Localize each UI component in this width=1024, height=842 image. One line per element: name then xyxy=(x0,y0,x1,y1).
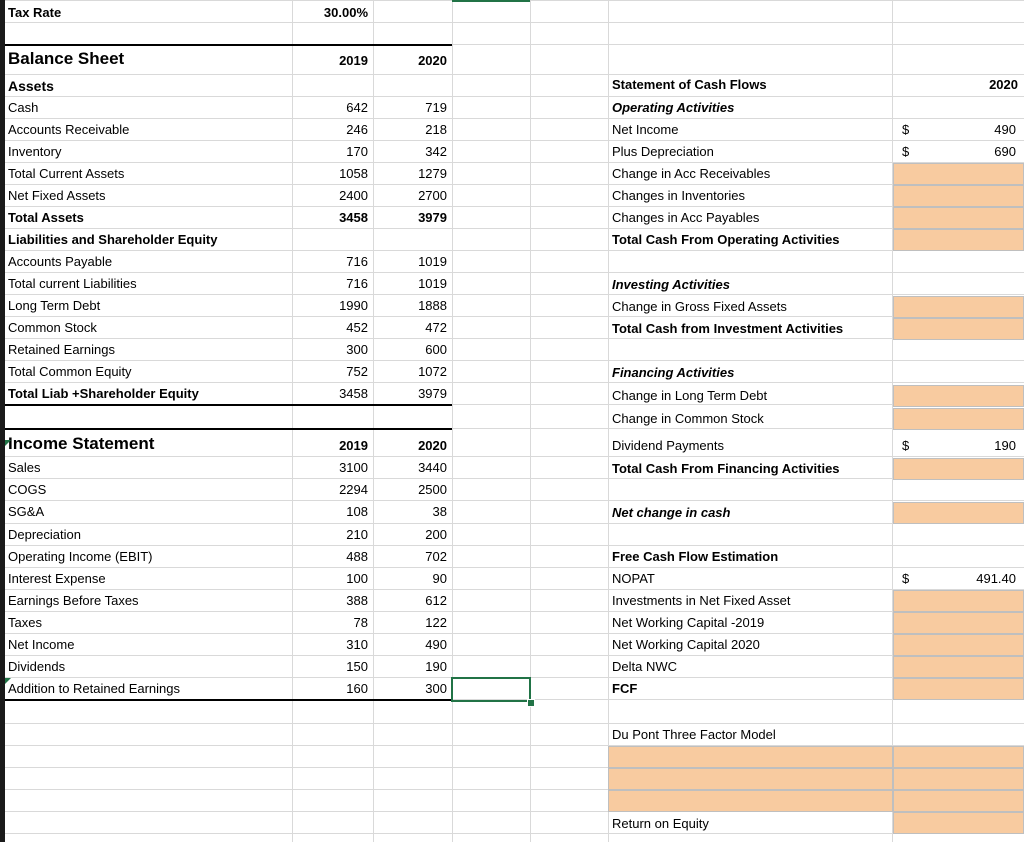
cf-change-cs-label: Change in Common Stock xyxy=(612,411,764,426)
is-row-2019[interactable]: 160 xyxy=(346,681,368,696)
fcf-nopat-label: NOPAT xyxy=(612,571,655,586)
dupont-factor-1-value[interactable] xyxy=(893,746,1024,768)
cf-change-ap-label: Changes in Acc Payables xyxy=(612,210,760,225)
bs-row-label: Total Liab +Shareholder Equity xyxy=(8,386,199,401)
dupont-factor-2-input[interactable] xyxy=(608,768,893,790)
is-row-2020[interactable]: 490 xyxy=(425,637,447,652)
cf-total-investment-input[interactable] xyxy=(893,318,1024,340)
cf-depreciation-currency: $ xyxy=(902,144,910,159)
selection-top-indicator xyxy=(452,0,530,2)
is-row-2020[interactable]: 3440 xyxy=(418,460,447,475)
fcf-input[interactable] xyxy=(893,678,1024,700)
bs-section-label: Liabilities and Shareholder Equity xyxy=(8,232,218,247)
active-cell-selection[interactable] xyxy=(451,677,531,702)
is-year-2019: 2019 xyxy=(339,438,368,453)
cf-change-inventory-input[interactable] xyxy=(893,185,1024,207)
bs-row-2020[interactable]: 2700 xyxy=(418,188,447,203)
bs-row-label: Common Stock xyxy=(8,320,97,335)
bs-row-label: Total Common Equity xyxy=(8,364,132,379)
balance-sheet-bottom-border xyxy=(5,404,452,406)
is-row-2019[interactable]: 210 xyxy=(346,527,368,542)
bs-row-2019[interactable]: 752 xyxy=(346,364,368,379)
return-on-equity-label: Return on Equity xyxy=(612,816,709,831)
is-row-2019[interactable]: 388 xyxy=(346,593,368,608)
bs-row-2019[interactable]: 170 xyxy=(346,144,368,159)
cf-net-income-currency: $ xyxy=(902,122,910,137)
is-row-2020[interactable]: 90 xyxy=(432,571,447,586)
is-row-label: Dividends xyxy=(8,659,66,674)
comment-indicator xyxy=(5,440,11,446)
bs-row-2020[interactable]: 1888 xyxy=(418,298,447,313)
return-on-equity-input[interactable] xyxy=(893,812,1024,834)
bs-row-2020[interactable]: 719 xyxy=(425,100,447,115)
balance-sheet-top-border xyxy=(5,44,452,46)
bs-row-label: Inventory xyxy=(8,144,62,159)
is-row-label: Net Income xyxy=(8,637,75,652)
cf-net-income-label: Net Income xyxy=(612,122,679,137)
bs-row-2020[interactable]: 3979 xyxy=(418,386,447,401)
is-row-2020[interactable]: 702 xyxy=(425,549,447,564)
dupont-factor-3-value[interactable] xyxy=(893,790,1024,812)
cf-dividend-currency: $ xyxy=(902,438,910,453)
cf-total-operating-label: Total Cash From Operating Activities xyxy=(612,232,840,247)
is-row-2020[interactable]: 612 xyxy=(425,593,447,608)
bs-row-label: Cash xyxy=(8,100,39,115)
is-row-2020[interactable]: 200 xyxy=(425,527,447,542)
bs-year-2020: 2020 xyxy=(418,53,447,68)
is-row-label: Addition to Retained Earnings xyxy=(8,681,181,696)
dupont-factor-1-input[interactable] xyxy=(608,746,893,768)
fcf-nopat-value[interactable]: 491.40 xyxy=(976,571,1016,586)
fcf-delta-nwc-input[interactable] xyxy=(893,656,1024,678)
is-row-2019[interactable]: 488 xyxy=(346,549,368,564)
cf-total-investment-label: Total Cash from Investment Activities xyxy=(612,321,844,336)
bs-row-2020[interactable]: 1072 xyxy=(418,364,447,379)
is-row-2019[interactable]: 2294 xyxy=(339,482,368,497)
fcf-investments-nfa-input[interactable] xyxy=(893,590,1024,612)
dupont-factor-3-input[interactable] xyxy=(608,790,893,812)
bs-row-2020[interactable]: 218 xyxy=(425,122,447,137)
fcf-title: Free Cash Flow Estimation xyxy=(612,549,779,564)
bs-row-2019[interactable]: 3458 xyxy=(339,386,368,401)
bs-row-2019[interactable]: 716 xyxy=(346,254,368,269)
fcf-investments-nfa-label: Investments in Net Fixed Asset xyxy=(612,593,791,608)
bs-row-label: Net Fixed Assets xyxy=(8,188,106,203)
assets-label: Assets xyxy=(8,78,54,94)
fill-handle[interactable] xyxy=(527,699,535,707)
bs-row-2019[interactable]: 2400 xyxy=(339,188,368,203)
cf-change-gfa-label: Change in Gross Fixed Assets xyxy=(612,299,787,314)
is-row-2019[interactable]: 310 xyxy=(346,637,368,652)
is-row-label: Taxes xyxy=(8,615,42,630)
bs-row-label: Total current Liabilities xyxy=(8,276,137,291)
is-row-2020[interactable]: 122 xyxy=(425,615,447,630)
is-row-2019[interactable]: 108 xyxy=(346,504,368,519)
is-row-label: Interest Expense xyxy=(8,571,106,586)
cf-net-income-value[interactable]: 490 xyxy=(994,122,1016,137)
cash-flows-year: 2020 xyxy=(989,77,1018,92)
is-year-2020: 2020 xyxy=(418,438,447,453)
bs-row-2020[interactable]: 1019 xyxy=(418,254,447,269)
is-row-label: Depreciation xyxy=(8,527,81,542)
bs-row-2019[interactable]: 1058 xyxy=(339,166,368,181)
bs-row-2019[interactable]: 300 xyxy=(346,342,368,357)
is-row-2019[interactable]: 3100 xyxy=(339,460,368,475)
bs-row-2020[interactable]: 1279 xyxy=(418,166,447,181)
dupont-title: Du Pont Three Factor Model xyxy=(612,727,776,742)
income-statement-top-border xyxy=(5,428,452,430)
bs-row-2020[interactable]: 472 xyxy=(425,320,447,335)
investing-activities-label: Investing Activities xyxy=(612,277,730,292)
row-header-edge xyxy=(0,0,5,842)
net-change-in-cash-input[interactable] xyxy=(893,502,1024,524)
is-row-label: Operating Income (EBIT) xyxy=(8,549,153,564)
cf-depreciation-value[interactable]: 690 xyxy=(994,144,1016,159)
cf-change-inventory-label: Changes in Inventories xyxy=(612,188,745,203)
bs-row-2019[interactable]: 452 xyxy=(346,320,368,335)
bs-row-2020[interactable]: 342 xyxy=(425,144,447,159)
is-row-label: SG&A xyxy=(8,504,45,519)
is-row-2019[interactable]: 100 xyxy=(346,571,368,586)
is-row-2020[interactable]: 300 xyxy=(425,681,447,696)
cf-total-financing-input[interactable] xyxy=(893,458,1024,480)
bs-row-label: Retained Earnings xyxy=(8,342,115,357)
cf-change-ltd-label: Change in Long Term Debt xyxy=(612,388,768,403)
bs-row-2019[interactable]: 716 xyxy=(346,276,368,291)
cf-total-operating-input[interactable] xyxy=(893,229,1024,251)
bs-row-label: Long Term Debt xyxy=(8,298,101,313)
is-row-2020[interactable]: 2500 xyxy=(418,482,447,497)
cf-plus-depreciation-label: Plus Depreciation xyxy=(612,144,714,159)
operating-activities-label: Operating Activities xyxy=(612,100,735,115)
comment-indicator xyxy=(5,678,11,684)
bs-row-label: Total Assets xyxy=(8,210,84,225)
net-change-in-cash-label: Net change in cash xyxy=(612,505,731,520)
is-row-label: COGS xyxy=(8,482,47,497)
cf-total-financing-label: Total Cash From Financing Activities xyxy=(612,461,840,476)
cf-dividend-value[interactable]: 190 xyxy=(994,438,1016,453)
bs-row-label: Accounts Receivable xyxy=(8,122,130,137)
bs-row-2019[interactable]: 246 xyxy=(346,122,368,137)
is-row-2020[interactable]: 38 xyxy=(432,504,447,519)
cf-change-ap-input[interactable] xyxy=(893,207,1024,229)
fcf-delta-nwc-label: Delta NWC xyxy=(612,659,678,674)
bs-row-2019[interactable]: 1990 xyxy=(339,298,368,313)
bs-row-2019[interactable]: 642 xyxy=(346,100,368,115)
is-row-2019[interactable]: 78 xyxy=(353,615,368,630)
cf-change-ar-input[interactable] xyxy=(893,163,1024,185)
cf-change-cs-input[interactable] xyxy=(893,408,1024,430)
income-statement-bottom-border xyxy=(5,699,452,701)
fcf-nwc-2019-input[interactable] xyxy=(893,612,1024,634)
is-row-label: Earnings Before Taxes xyxy=(8,593,139,608)
bs-row-label: Accounts Payable xyxy=(8,254,113,269)
financing-activities-label: Financing Activities xyxy=(612,365,735,380)
fcf-nopat-currency: $ xyxy=(902,571,910,586)
cf-change-ltd-input[interactable] xyxy=(893,385,1024,407)
cf-change-ar-label: Change in Acc Receivables xyxy=(612,166,771,181)
cash-flows-title: Statement of Cash Flows xyxy=(612,77,767,92)
bs-row-2019[interactable]: 3458 xyxy=(339,210,368,225)
bs-year-2019: 2019 xyxy=(339,53,368,68)
fcf-label: FCF xyxy=(612,681,638,696)
dupont-factor-2-value[interactable] xyxy=(893,768,1024,790)
fcf-nwc-2019-label: Net Working Capital -2019 xyxy=(612,615,765,630)
fcf-nwc-2020-label: Net Working Capital 2020 xyxy=(612,637,760,652)
bs-row-2020[interactable]: 1019 xyxy=(418,276,447,291)
bs-row-2020[interactable]: 3979 xyxy=(418,210,447,225)
tax-rate-value[interactable]: 30.00% xyxy=(323,5,368,20)
is-row-label: Sales xyxy=(8,460,41,475)
income-statement-title: Income Statement xyxy=(8,434,155,453)
bs-row-2020[interactable]: 600 xyxy=(425,342,447,357)
balance-sheet-title: Balance Sheet xyxy=(8,49,125,68)
is-row-2019[interactable]: 150 xyxy=(346,659,368,674)
is-row-2020[interactable]: 190 xyxy=(425,659,447,674)
cf-change-gfa-input[interactable] xyxy=(893,296,1024,318)
cf-dividend-payments-label: Dividend Payments xyxy=(612,438,724,453)
bs-row-label: Total Current Assets xyxy=(8,166,125,181)
fcf-nwc-2020-input[interactable] xyxy=(893,634,1024,656)
tax-rate-label: Tax Rate xyxy=(8,5,62,20)
